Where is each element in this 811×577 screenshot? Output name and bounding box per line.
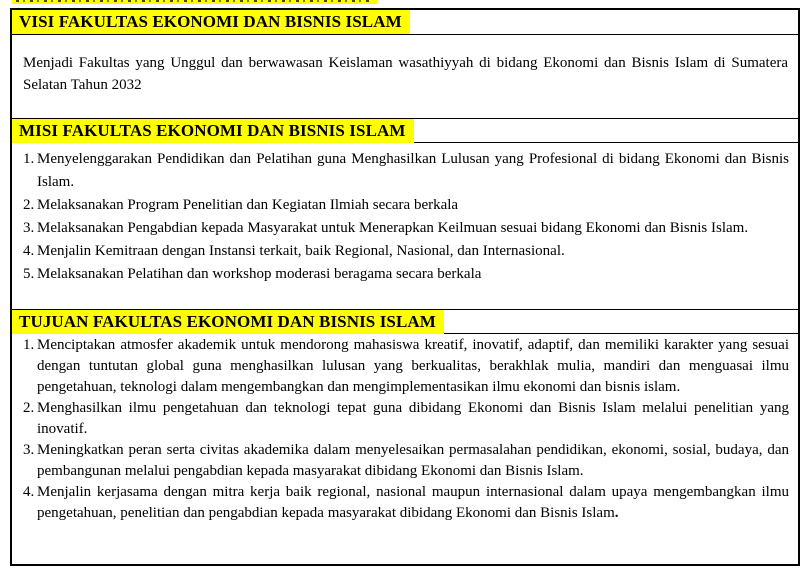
list-number: 1. [23,151,35,167]
misi-list-item [12,194,798,217]
list-number: 2. [23,197,35,213]
list-item-text: Menjalin kerjasama dengan mitra kerja baik regional, nasional maupun internasional dalam upaya mengembangkan ilmu pengetahuan, penelitian dan pengabdian kepada masyarakat dibidang Ekonomi dan Bisnis Islam. [37,484,789,521]
misi-list-item [12,217,798,240]
cutoff-highlight-remnant [12,0,378,4]
list-item-text: Melaksanakan Pengabdian kepada Masyarakat untuk Menerapkan Keilmuan sesuai bidang Ekonomi dan Bisnis Islam. [37,220,749,236]
tujuan-list [12,333,798,564]
misi-heading: MISI FAKULTAS EKONOMI DAN BISNIS ISLAM [12,119,414,143]
visi-heading: VISI FAKULTAS EKONOMI DAN BISNIS ISLAM [12,10,410,34]
misi-list-item [12,148,798,194]
tujuan-heading-row [12,309,798,333]
misi-list-item [12,240,798,263]
visi-misi-tujuan-table [10,8,800,566]
list-number: 1. [23,337,35,353]
tujuan-list-item [12,398,798,440]
list-number: 4. [23,243,35,259]
list-item-text: Menyelenggarakan Pendidikan dan Pelatihan guna Menghasilkan Lulusan yang Profesional di bidang Ekonomi dan Bisnis Islam. [37,151,789,190]
visi-heading-row [12,10,798,34]
tujuan-list-item [12,482,798,524]
list-number: 5. [23,266,35,282]
list-number: 2. [23,400,35,416]
bold-period: . [614,505,619,521]
visi-paragraph: Menjadi Fakultas yang Unggul dan berwawasan Keislaman wasathiyyah di bidang Ekonomi dan Bisnis Islam di Sumatera Selatan Tahun 2032 [12,34,798,118]
misi-heading-row [12,118,798,142]
list-item-text: Menciptakan atmosfer akademik untuk mendorong mahasiswa kreatif, inovatif, adaptif, dan memiliki karakter yang sesuai dengan tuntutan global guna menghasilkan lulusan yang berkualitas, berakhlak mulia, mandiri dan menguasai ilmu pengetahuan, teknologi dalam mengembangkan dan mengimplementasikan ilmu ekonomi dan bisnis islam. [37,337,789,395]
misi-list-item [12,263,798,286]
list-number: 4. [23,484,35,500]
list-item-text: Melaksanakan Pelatihan dan workshop moderasi beragama secara berkala [37,266,482,282]
list-item-text: Meningkatkan peran serta civitas akademika dalam menyelesaikan permasalahan pendidikan, ekonomi, sosial, budaya, dan pembangunan melalui pengabdian kepada masyarakat dibidang Ekonomi dan Bisnis Islam. [37,442,789,479]
list-item-text: Menghasilkan ilmu pengetahuan dan teknologi tepat guna dibidang Ekonomi dan Bisnis Islam melalui penelitian yang inovatif. [37,400,789,437]
list-item-text: Melaksanakan Program Penelitian dan Kegiatan Ilmiah secara berkala [37,197,459,213]
list-number: 3. [23,442,35,458]
tujuan-list-item [12,335,798,398]
tujuan-list-item [12,440,798,482]
list-item-text: Menjalin Kemitraan dengan Instansi terkait, baik Regional, Nasional, dan Internasional. [37,243,565,259]
tujuan-heading: TUJUAN FAKULTAS EKONOMI DAN BISNIS ISLAM [12,310,444,334]
list-number: 3. [23,220,35,236]
misi-list [12,142,798,309]
